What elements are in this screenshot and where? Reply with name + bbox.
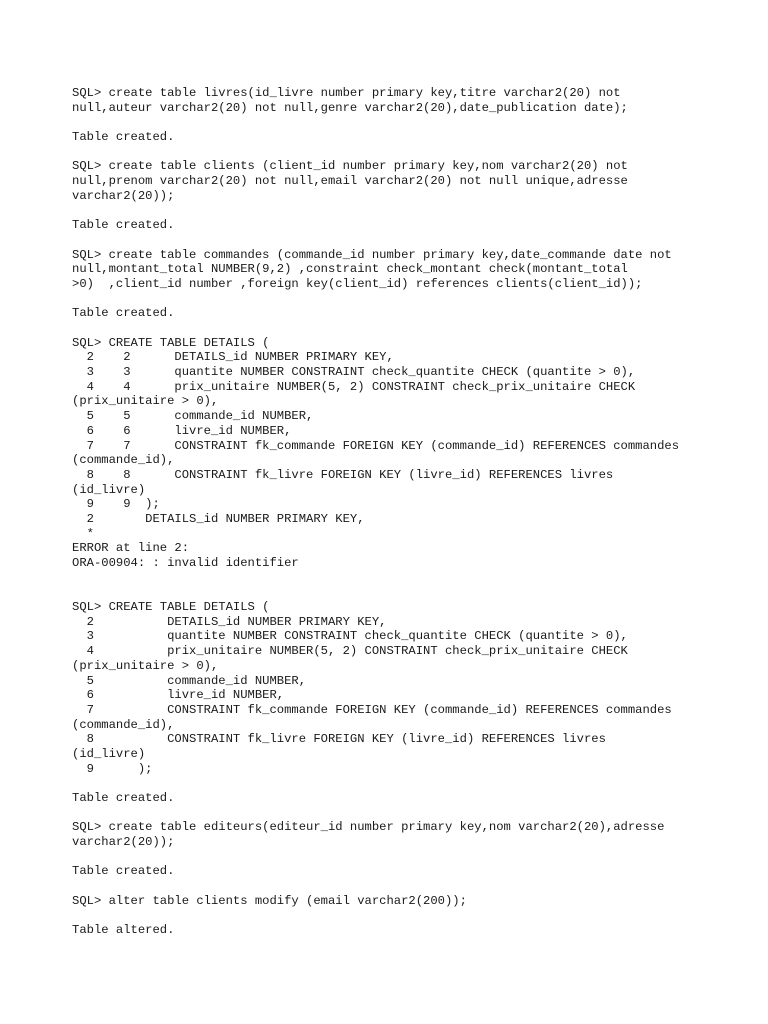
document-line: SQL> alter table clients modify (email varchar2(200)); bbox=[72, 893, 467, 908]
document-line: (prix_unitaire > 0), bbox=[72, 658, 219, 673]
document-line bbox=[72, 850, 752, 865]
document-line: 9 ); bbox=[72, 761, 153, 776]
document-line: 6 livre_id NUMBER, bbox=[72, 688, 285, 703]
document-line bbox=[72, 571, 752, 586]
document-line: 8 8 CONSTRAINT fk_livre FOREIGN KEY (livre_id) REFERENCES livres bbox=[72, 467, 614, 482]
document-line bbox=[72, 776, 752, 791]
document-line: 3 3 quantite NUMBER CONSTRAINT check_quantite CHECK (quantite > 0), bbox=[72, 365, 636, 380]
document-line: 4 4 prix_unitaire NUMBER(5, 2) CONSTRAINT check_prix_unitaire CHECK bbox=[72, 379, 636, 394]
document-line: Table created. bbox=[72, 130, 175, 145]
document-line: ORA-00904: : invalid identifier bbox=[72, 556, 299, 570]
document-line: >0) ,client_id number ,foreign key(client_id) references clients(client_id)); bbox=[72, 276, 643, 291]
document-line: 2 2 DETAILS_id NUMBER PRIMARY KEY, bbox=[72, 350, 394, 365]
document-line bbox=[72, 204, 752, 219]
document-line: SQL> create table clients (client_id number primary key,nom varchar2(20) not bbox=[72, 159, 628, 174]
document-line bbox=[72, 585, 752, 600]
document-line: 3 quantite NUMBER CONSTRAINT check_quantite CHECK (quantite > 0), bbox=[72, 629, 628, 644]
document-line: SQL> create table editeurs(editeur_id number primary key,nom varchar2(20),adresse bbox=[72, 820, 665, 835]
document-line bbox=[72, 115, 752, 130]
document-line: Table created. bbox=[72, 218, 175, 233]
document-line: SQL> create table commandes (commande_id number primary key,date_commande date not bbox=[72, 247, 672, 262]
document-line: Table created. bbox=[72, 791, 175, 805]
document-line: Table created. bbox=[72, 306, 175, 321]
document-line: 5 5 commande_id NUMBER, bbox=[72, 409, 314, 424]
document-line: SQL> CREATE TABLE DETAILS ( bbox=[72, 600, 270, 615]
document-line: 9 9 ); bbox=[72, 497, 160, 512]
document-line bbox=[72, 321, 752, 336]
document-line: 5 commande_id NUMBER, bbox=[72, 673, 307, 688]
document-line: null,auteur varchar2(20) not null,genre varchar2(20),date_publication date); bbox=[72, 100, 628, 115]
document-line: varchar2(20)); bbox=[72, 188, 175, 203]
document-line: SQL> create table livres(id_livre number primary key,titre varchar2(20) not bbox=[72, 86, 621, 100]
document-line: varchar2(20)); bbox=[72, 835, 175, 850]
document-line: (id_livre) bbox=[72, 746, 146, 761]
document-line: (commande_id), bbox=[72, 453, 175, 468]
document-line: 7 CONSTRAINT fk_commande FOREIGN KEY (commande_id) REFERENCES commandes bbox=[72, 702, 672, 717]
sql-transcript-document bbox=[72, 86, 752, 938]
document-line bbox=[72, 879, 752, 894]
document-line: * bbox=[72, 526, 94, 541]
document-line bbox=[72, 145, 752, 160]
document-line: 2 DETAILS_id NUMBER PRIMARY KEY, bbox=[72, 614, 387, 629]
document-line bbox=[72, 233, 752, 248]
document-line: ERROR at line 2: bbox=[72, 541, 190, 556]
document-line: null,prenom varchar2(20) not null,email varchar2(20) not null unique,adresse bbox=[72, 174, 628, 189]
document-line: Table created. bbox=[72, 864, 175, 879]
document-line: 2 DETAILS_id NUMBER PRIMARY KEY, bbox=[72, 511, 365, 526]
document-line: (prix_unitaire > 0), bbox=[72, 394, 219, 409]
document-line: (commande_id), bbox=[72, 717, 175, 732]
document-line: 4 prix_unitaire NUMBER(5, 2) CONSTRAINT check_prix_unitaire CHECK bbox=[72, 644, 628, 659]
document-line bbox=[72, 806, 752, 821]
document-line: (id_livre) bbox=[72, 482, 146, 497]
document-line: Table altered. bbox=[72, 923, 175, 938]
document-line: 8 CONSTRAINT fk_livre FOREIGN KEY (livre_id) REFERENCES livres bbox=[72, 732, 606, 747]
document-line: null,montant_total NUMBER(9,2) ,constraint check_montant check(montant_total bbox=[72, 262, 628, 277]
document-line: 7 7 CONSTRAINT fk_commande FOREIGN KEY (commande_id) REFERENCES commandes bbox=[72, 438, 680, 453]
document-line bbox=[72, 292, 752, 307]
document-line: SQL> CREATE TABLE DETAILS ( bbox=[72, 335, 270, 350]
document-line: 6 6 livre_id NUMBER, bbox=[72, 423, 292, 438]
document-line bbox=[72, 909, 752, 924]
